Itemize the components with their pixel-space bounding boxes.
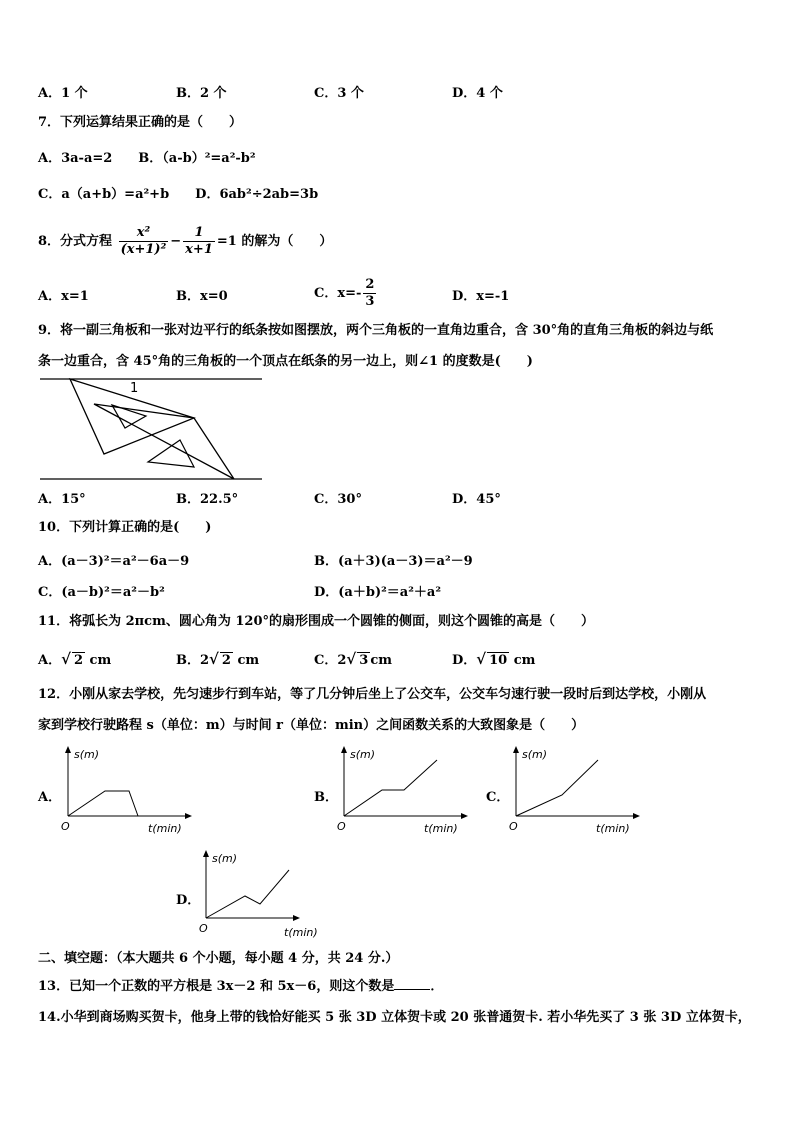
q9-option-d: D．45°	[452, 492, 501, 507]
q8-tail: =1 的解为（ ）	[216, 234, 333, 249]
radical-sign: √	[61, 650, 71, 668]
q12-stem-line1: 12．小刚从家去学校，先匀速步行到车站，等了几分钟后坐上了公交车，公交车匀速行驶一段时后到达学校，小刚从	[38, 687, 707, 702]
q11-option-d-prefix: D．	[452, 653, 477, 668]
q8-fraction-2-denominator: x+1	[185, 242, 213, 257]
graph-d-origin: O	[199, 922, 208, 935]
radical-sign: √	[209, 650, 219, 668]
q13-tail: ．	[430, 979, 444, 994]
q9-option-a: A．15°	[38, 492, 86, 507]
q8-fraction-1	[119, 225, 169, 258]
q11-option-d-unit: cm	[513, 653, 536, 668]
graph-c-ylabel: s(m)	[522, 748, 548, 761]
q11-option-c-unit: cm	[370, 653, 392, 668]
q8-option-a: A．x=1	[38, 289, 89, 304]
q8-fraction-2	[183, 225, 215, 258]
graph-c-xlabel: t(min)	[596, 822, 630, 835]
radical-sign: √	[476, 650, 487, 668]
q8-option-c-fraction	[363, 277, 376, 310]
q8-option-c-prefix: C．x=-	[314, 286, 362, 301]
q6-option-a: A．1 个	[38, 86, 88, 101]
q10-option-b: B．(a＋3)(a－3)＝a²－9	[314, 554, 473, 569]
graph-d-ylabel: s(m)	[212, 852, 238, 865]
graph-a	[58, 744, 198, 836]
graph-b	[334, 744, 474, 836]
q8-lead: 8．分式方程	[38, 234, 113, 249]
graph-b-ylabel: s(m)	[350, 748, 376, 761]
q8-minus: −	[170, 234, 182, 249]
q11-option-a-radicand: 2	[73, 653, 83, 668]
q11-option-b-prefix: B．2	[176, 653, 210, 668]
graph-c-origin: O	[509, 820, 518, 833]
graph-d-letter: D．	[176, 893, 201, 908]
q7-options-row1: A．3a-a=2 B．（a-b）²=a²-b²	[38, 151, 256, 166]
q14-text: 14.小华到商场购买贺卡，他身上带的钱恰好能买 5 张 3D 立体贺卡或 20 张普通贺卡. 若小华先买了 3 张 3D 立体贺卡，	[38, 1010, 751, 1025]
q9-figure	[36, 372, 268, 484]
q6-option-c: C．3 个	[314, 86, 364, 101]
q9-option-b: B．22.5°	[176, 492, 239, 507]
q12-stem-line2: 家到学校行驶路程 s（单位：m）与时间 r（单位：min）之间函数关系的大致图象是（ ）	[38, 718, 585, 733]
q11-option-b-unit: cm	[237, 653, 260, 668]
q13	[38, 977, 443, 996]
q11-option-b	[176, 649, 259, 668]
q11-option-d	[452, 649, 535, 668]
q8-fraction-1-denominator: (x+1)²	[120, 242, 167, 257]
answer-blank	[394, 977, 430, 990]
q9-stem-line2: 条一边重合，含 45°角的三角板的一个顶点在纸条的另一边上，则∠1 的度数是( )	[38, 354, 533, 369]
q8-option-c-denominator: 3	[365, 294, 375, 309]
q8-fraction-1-numerator: x²	[119, 225, 169, 242]
graph-c	[506, 744, 646, 836]
graph-b-xlabel: t(min)	[424, 822, 458, 835]
q11-option-c	[314, 649, 392, 668]
triangle-45-outer	[94, 404, 234, 479]
graph-c-letter: C．	[486, 790, 510, 805]
q11-option-a-unit: cm	[89, 653, 112, 668]
q9-option-c: C．30°	[314, 492, 362, 507]
q11-option-a-prefix: A．	[38, 653, 62, 668]
q10-option-a: A．(a－3)²＝a²－6a－9	[38, 554, 190, 569]
graph-d-xlabel: t(min)	[284, 926, 318, 939]
q6-option-d: D．4 个	[452, 86, 503, 101]
angle-1-label: 1	[130, 381, 139, 396]
q8-option-d: D．x=-1	[452, 289, 510, 304]
q13-text: 13．已知一个正数的平方根是 3x－2 和 5x－6，则这个数是	[38, 979, 395, 994]
graph-a-origin: O	[61, 820, 70, 833]
q10-stem: 10．下列计算正确的是( )	[38, 520, 212, 535]
q8-option-b: B．x=0	[176, 289, 228, 304]
q11-option-b-radicand: 2	[221, 653, 231, 668]
q10-option-d: D．(a＋b)²＝a²＋a²	[314, 585, 442, 600]
graph-a-ylabel: s(m)	[74, 748, 100, 761]
q11-option-c-prefix: C．2	[314, 653, 347, 668]
q11-option-c-radicand: 3	[359, 653, 369, 668]
q8-option-c	[314, 274, 378, 314]
q11-stem: 11．将弧长为 2πcm、圆心角为 120°的扇形围成一个圆锥的侧面，则这个圆锥的高是（ ）	[38, 614, 595, 629]
graph-b-origin: O	[337, 820, 346, 833]
q11-option-d-radicand: 10	[489, 653, 508, 668]
q7-stem: 7．下列运算结果正确的是（ ）	[38, 115, 243, 130]
graph-d	[196, 848, 336, 940]
q8-option-c-numerator: 2	[365, 277, 375, 292]
q11-option-a	[38, 649, 111, 668]
graph-a-xlabel: t(min)	[148, 822, 182, 835]
triangle-45-inner	[148, 440, 194, 467]
q9-stem-line1: 9．将一副三角板和一张对边平行的纸条按如图摆放，两个三角板的一直角边重合，含 30°角的直角三角板的斜边与纸	[38, 323, 714, 338]
q8-fraction-2-numerator: 1	[183, 225, 215, 242]
radical-sign: √	[346, 650, 357, 668]
graph-b-letter: B．	[314, 790, 338, 805]
q6-option-b: B．2 个	[176, 86, 227, 101]
q10-option-c: C．(a－b)²＝a²－b²	[38, 585, 165, 600]
q7-options-row2: C．a（a+b）=a²+b D．6ab²÷2ab=3b	[38, 187, 319, 202]
graph-a-letter: A．	[38, 790, 62, 805]
q8-stem	[38, 222, 332, 262]
section-2-header: 二、填空题：（本大题共 6 个小题，每小题 4 分，共 24 分.）	[38, 951, 399, 966]
